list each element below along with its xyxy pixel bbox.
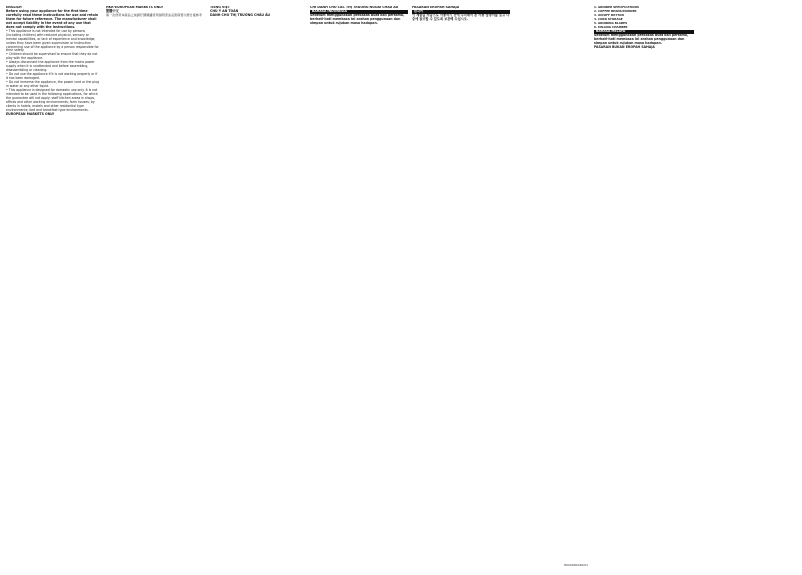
intro-text: Sebelum menggunakan perkakas buat kali pertama, berhati-hati membaca ini arahan penggunaan dan simpan untuk rujukan masa hadapan. xyxy=(310,12,405,25)
section-header: PASARAN EROPAH SAHAJA xyxy=(412,6,460,9)
column-label: ENGLISH xyxy=(6,6,22,9)
bullet-item: • Do not immerse the appliance, the power cord or the plug in water or any other liquid. xyxy=(6,81,100,89)
column-indonesian xyxy=(310,6,408,566)
section-header: CHỈ DÀNH CHO CÁC THỊ TRƯỜNG NGOÀI CHÂU ÂU xyxy=(310,6,399,9)
section-header: 繁體中文 xyxy=(106,8,119,13)
part-item: 1. GRINDER SPECIFICATIONS xyxy=(594,6,639,9)
intro-text: 이 제품을 처음으로 사용하기 전에 주의해서 본 사용 설명서를 읽고 나중에 참조할 수 있도록 보관해 두십시오. xyxy=(412,12,510,21)
bullet-item: • This appliance is not intended for use by persons (including children) with reduced physical, sensory or mental capabilities, or lack of experience and knowledge, unless they have been given supervision or instruction concerning use of the appliance by a person responsible for their safety. xyxy=(6,30,100,54)
section-header: PASARAN BUKAN EROPAH SAHAJA xyxy=(594,44,655,49)
intro-text: Sebelum menggunakan perkakas buat kali pertama, berhati-hati membaca ini arahan penggunaan dan simpan untuk rujukan masa hadapan. xyxy=(594,32,689,45)
part-item: 2. COFFEE BEANS/POWDER xyxy=(594,8,637,13)
column-vietnamese xyxy=(210,6,306,566)
column-chinese xyxy=(106,6,204,566)
part-item: 3. ON/OFF BUTTON xyxy=(594,12,624,17)
document-code: 8020000046/01 xyxy=(564,563,588,567)
language-banner: 한국어 xyxy=(412,10,510,14)
language-banner: BAHASA INDONESIA xyxy=(310,10,408,14)
bullet-item: • This appliance is designed for domestic use only. It is not intended to be used in the following applications, for which the guarantee will not apply: staff kitchen areas in shops, offices and other working environments; farm houses; by clients in hotels, motels and other residential type environments; bed and breakfast type environments. xyxy=(6,89,100,113)
part-item: 4. CORD STORAGE xyxy=(594,16,623,21)
part-item: 5. GRINDING BLADES xyxy=(594,20,628,25)
section-header: EUROPEAN MARKETS ONLY xyxy=(6,111,55,116)
parts-list xyxy=(594,6,694,30)
bullet-item: • Do not use the appliance if it is not working properly or if it has been damaged. xyxy=(6,73,100,81)
language-banner: BAHASA MELAYU xyxy=(594,30,694,34)
section-header: CHÚ Ý AN TOÀN xyxy=(210,8,239,13)
column-english xyxy=(6,6,100,566)
column-label: HKR-EUROPEAN MARKETS ONLY xyxy=(106,6,164,9)
column-malay xyxy=(594,6,694,566)
bullet-item: • Always disconnect the appliance from the mains power supply when it is unattended and before assembling, disassembling or cleaning. xyxy=(6,61,100,73)
intro-text: 第一次使用本產品之前請仔細閱讀使用說明書並妥善保管以便日後參考 xyxy=(106,12,202,17)
section-header: DÀNH CHO THỊ TRƯỜNG CHÂU ÂU xyxy=(210,12,271,17)
part-item: 6. MILLING CHAMBER xyxy=(594,24,628,29)
column-label: TIẾNG VIỆT xyxy=(210,6,230,9)
bullet-item: • Children should be supervised to ensure that they do not play with the appliance. xyxy=(6,53,100,61)
intro-text: Before using your appliance for the first time carefully read these instructions for use and retain them for future reference. The manufacturer shall not accept liability in the event of any use that does not comply with the instructions. xyxy=(6,8,99,29)
column-korean xyxy=(412,6,510,566)
